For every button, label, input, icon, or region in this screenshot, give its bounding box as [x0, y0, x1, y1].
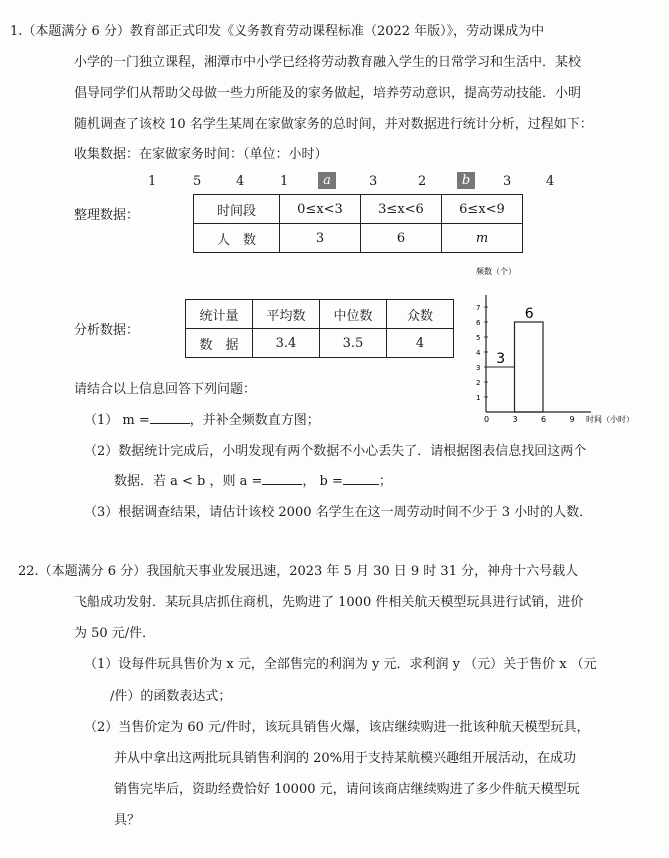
- table1-cell: 人 数: [194, 224, 280, 253]
- q21-sub2-b-post: ；: [378, 474, 392, 489]
- y-tick-label: 1: [476, 394, 481, 402]
- raw-value-hidden-a: a: [318, 172, 336, 189]
- answer-blank-a[interactable]: [262, 484, 302, 485]
- q21-instruction: 请结合以上信息回答下列问题：: [74, 382, 257, 397]
- q21-sub2-b-pre: 数据．若 a < b ，则 a =: [114, 474, 263, 489]
- y-tick-label: 4: [476, 349, 481, 357]
- table1-cell: m: [442, 224, 523, 253]
- q22-sub1-b: /件）的函数表达式；: [110, 689, 232, 704]
- bar-data-label: 6: [524, 306, 534, 322]
- table2-cell: 4: [387, 329, 454, 358]
- raw-value: 4: [236, 174, 245, 189]
- q22-sub2-a: （2）当售价定为 60 元/件时，该玩具销售火爆，该店继续购进一批该种航天模型玩具，: [84, 720, 590, 735]
- table2-cell: 3.4: [253, 329, 320, 358]
- q21-sub2-b-mid: ， b =: [302, 474, 343, 489]
- q22-line-2: 飞船成功发射．某玩具店抓住商机，先购进了 1000 件相关航天模型玩具进行试销，进价: [74, 595, 584, 610]
- raw-value: 1: [148, 174, 157, 189]
- table1-header: 3≤x<6: [361, 195, 442, 224]
- q21-line-3: 倡导同学们从帮助父母做一些力所能及的家务做起，培养劳动意识，提高劳动技能．小明: [74, 86, 582, 101]
- q22-sub2-c: 销售完毕后，资助经费恰好 10000 元，请问该商店继续购进了多少件航天模型玩: [114, 782, 580, 797]
- raw-value: 1: [280, 174, 289, 189]
- raw-value-hidden-b: b: [457, 172, 475, 189]
- table2-header: 统计量: [186, 300, 253, 329]
- raw-value: 5: [193, 174, 202, 189]
- q21-sub2-a: （2）数据统计完成后，小明发现有两个数据不小心丢失了．请根据图表信息找回这两个: [84, 444, 587, 459]
- statistics-table: [185, 299, 454, 358]
- q22-line-1: 22.（本题满分 6 分）我国航天事业发展迅速，2023 年 5 月 30 日 9 时 31 分，神舟十六号载人: [18, 564, 579, 579]
- q21-sub3: （3）根据调查结果，请估计该校 2000 名学生在这一周劳动时间不少于 3 小时的人数．: [84, 505, 593, 520]
- q21-sub1: [84, 409, 320, 428]
- q21-sub2-b: [114, 470, 392, 489]
- bar-data-label: 3: [496, 351, 506, 367]
- y-tick-label: 3: [476, 364, 481, 372]
- table2-header: 平均数: [253, 300, 320, 329]
- q21-line-4: 随机调查了该校 10 名学生某周在家做家务的总时间，并对数据进行统计分析，过程如下：: [74, 117, 593, 132]
- q22-line-3: 为 50 元/件．: [74, 626, 156, 641]
- x-tick-label: 0: [484, 415, 490, 424]
- q21-line-2: 小学的一门独立课程，湘潭市中小学已经将劳动教育融入学生的日常学习和生活中．某校: [74, 55, 582, 70]
- q22-sub1-a: （1）设每件玩具售价为 x 元，全部售完的利润为 y 元．求利润 y （元）关于售价 x （元: [84, 657, 597, 672]
- raw-value: 3: [503, 174, 512, 189]
- raw-value: 2: [418, 174, 427, 189]
- q21-sub1-post: ，并补全频数直方图；: [189, 413, 320, 428]
- chart-xlabel: 时间（小时）: [586, 415, 634, 424]
- x-tick-label: 9: [569, 415, 575, 424]
- frequency-histogram: [470, 262, 669, 432]
- analyze-label: 分析数据：: [74, 323, 140, 338]
- chart-bars: [486, 306, 543, 412]
- frequency-table: [193, 194, 523, 253]
- table1-cell: 3: [280, 224, 361, 253]
- chart-ylabel: 频数（个）: [476, 267, 516, 276]
- x-tick-label: 6: [541, 415, 547, 424]
- table2-cell: 数 据: [186, 329, 253, 358]
- histogram-bar: [515, 322, 544, 412]
- table1-header: 0≤x<3: [280, 195, 361, 224]
- q21-line-5: 收集数据：在家做家务时间：（单位：小时）: [74, 147, 328, 162]
- x-tick-label: 3: [512, 415, 518, 424]
- y-tick-label: 5: [476, 334, 481, 342]
- raw-value: 4: [546, 174, 555, 189]
- y-tick-label: 7: [476, 304, 481, 312]
- q22-sub2-b: 并从中拿出这两批玩具销售利润的 20%用于支持某航模兴趣组开展活动，在成功: [114, 751, 577, 766]
- y-tick-label: 6: [476, 319, 481, 327]
- table2-header: 众数: [387, 300, 454, 329]
- answer-blank-m[interactable]: [150, 423, 190, 424]
- table1-header: 6≤x<9: [442, 195, 523, 224]
- table2-cell: 3.5: [320, 329, 387, 358]
- raw-value: 3: [369, 174, 378, 189]
- organize-label: 整理数据：: [74, 208, 140, 223]
- q21-sub1-pre: （1） m =: [84, 413, 150, 428]
- q21-line-1: 1.（本题满分 6 分）教育部正式印发《义务教育劳动课程标准（2022 年版）》，劳动课成为中: [10, 24, 545, 39]
- table1-header: 时间段: [194, 195, 280, 224]
- q22-sub2-d: 具？: [114, 813, 141, 828]
- y-tick-label: 2: [476, 379, 481, 387]
- answer-blank-b[interactable]: [343, 484, 379, 485]
- table2-header: 中位数: [320, 300, 387, 329]
- table1-cell: 6: [361, 224, 442, 253]
